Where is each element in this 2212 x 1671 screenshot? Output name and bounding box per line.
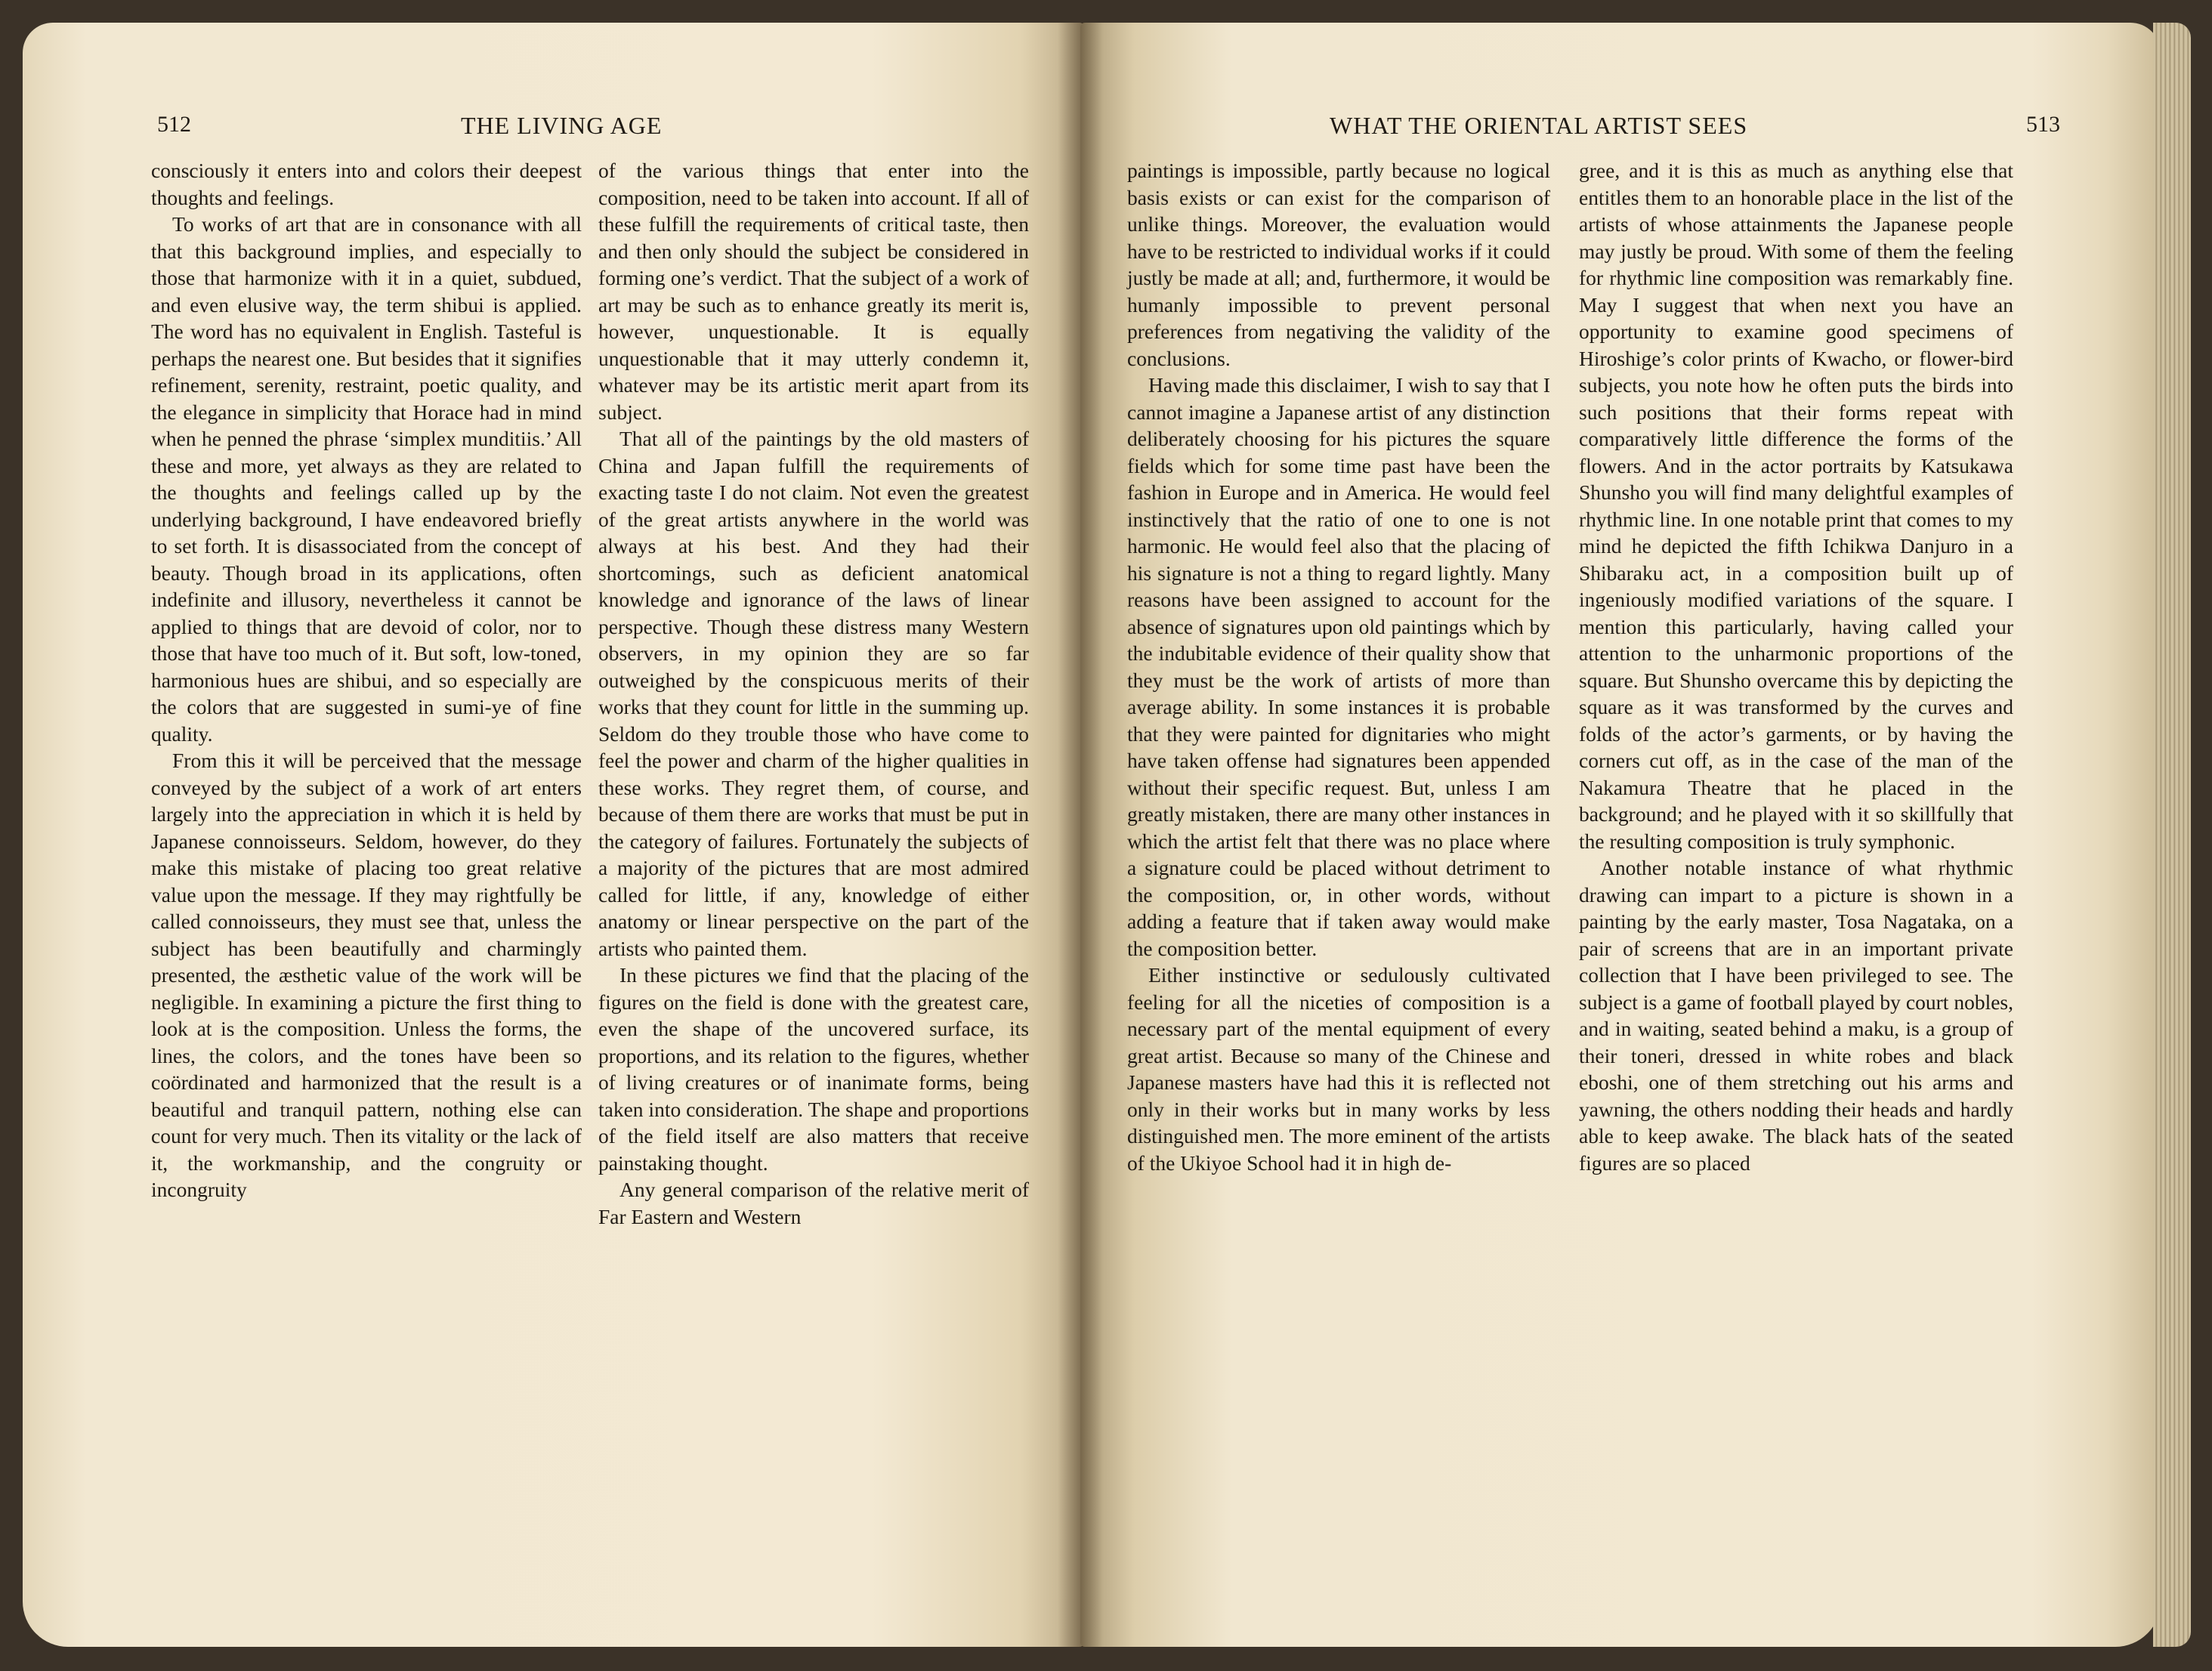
paragraph: consciously it enters into and colors their deepest thoughts and feelings. [151, 159, 582, 209]
page-number: 513 [2026, 112, 2060, 137]
paragraph: In these pictures we find that the placing of the figures on the field is done with the greatest care, even the shape of the uncovered surface, its proportions, and its relation to the figures, whether of living creatures or of inanimate forms, being taken into consideration. The shape and proportions of the field itself are also matters that receive painstaking thought. [598, 963, 1029, 1175]
paragraph: From this it will be perceived that the message conveyed by the subject of a work of art enters largely into the appreciation in which it is held by Japanese connoisseurs. Seldom, however, do they make this mistake of placing too great relative value upon the message. If they may rightfully be called connoisseurs, they must see that, unless the subject has been beautifully and charmingly presented, the æsthetic value of the work will be negligible. In examining a picture the first thing to look at is the composition. Unless the forms, the lines, the colors, and the tones have been so coördinated and harmonized that the result is a beautiful and tranquil pattern, nothing else can count for very much. Then its vitality or the lack of it, the workmanship, and the congruity or incongruity [151, 749, 582, 1201]
right-page [1080, 23, 2161, 1647]
text-column [1127, 157, 1550, 1176]
text-column [1579, 157, 2013, 1176]
paragraph: Another notable instance of what rhythmic drawing can impart to a picture is shown in a painting by the early master, Tosa Nagataka, on a pair of screens that are in an important private collection that I have been privileged to see. The subject is a game of football played by court nobles, and in waiting, seated behind a maku, is a group of their toneri, dressed in white robes and black eboshi, one of them stretching out his arms and yawning, the others nodding their heads and hardly able to keep awake. The black hats of the seated figures are so placed [1579, 856, 2013, 1175]
running-head: THE LIVING AGE [461, 112, 663, 139]
paragraph: That all of the paintings by the old masters of China and Japan fulfill the requirements of exacting taste I do not claim. Not even the greatest of the great artists anywhere in the world was always at his best. And they had their shortcomings, such as deficient anatomical knowledge and ignorance of the laws of linear perspective. Though these distress many Western observers, in my opinion they are so far outweighed by the conspicuous merits of their works that they count for little in the summing up. Seldom do they trouble those who have come to feel the power and charm of the higher qualities in these works. They regret them, of course, and because of them there are works that must be put in the category of failures. Fortunately the subjects of a majority of the pictures that are most admired called for little, if any, knowledge of either anatomy or linear perspective on the part of the artists who painted them. [598, 427, 1029, 960]
text-column [598, 157, 1029, 1230]
left-page [23, 23, 1084, 1647]
paragraph: Any general comparison of the relative merit of Far Eastern and Western [598, 1178, 1029, 1228]
book-gutter [1058, 23, 1103, 1647]
paragraph: Either instinctive or sedulously cultivated feeling for all the niceties of composition is a necessary part of the mental equipment of every great artist. Because so many of the Chinese and Japanese masters have had this it is reflected not only in their works but in many works by less distinguished men. The more eminent of the artists of the Ukiyoe School had it in high de- [1127, 963, 1550, 1175]
paragraph: paintings is impossible, partly because no logical basis exists or can exist for the comparison of unlike things. Moreover, the evaluation would have to be restricted to individual works if it could justly be made at all; and, furthermore, it would be humanly impossible to prevent personal preferences from negativing the validity of the conclusions. [1127, 159, 1550, 370]
paragraph: To works of art that are in consonance with all that this background implies, and especially to those that harmonize with it in a quiet, subdued, and even elusive way, the term shibui is applied. The word has no equivalent in English. Tasteful is perhaps the nearest one. But besides that it signifies refinement, serenity, restraint, poetic quality, and the elegance in simplicity that Horace had in mind when he penned the phrase ‘simplex munditiis.’ All these and more, yet always as they are related to the thoughts and feelings called up by the underlying background, I have endeavored briefly to set forth. It is disassociated from the concept of beauty. Though broad in its applications, often indefinite and illusory, nevertheless it cannot be applied to things that are devoid of color, nor to those that have too much of it. But soft, low-toned, harmonious hues are shibui, and so especially are the colors that are suggested in sumi-ye of fine quality. [151, 212, 582, 746]
running-head: WHAT THE ORIENTAL ARTIST SEES [1330, 112, 1748, 139]
page-edges [2153, 23, 2191, 1647]
paragraph: Having made this disclaimer, I wish to say that I cannot imagine a Japanese artist of any distinction deliberately choosing for his pictures the square fields which for some time past have been the fashion in Europe and in America. He would feel instinctively that the ratio of one to one is not harmonic. He would feel also that the placing of his signature is not a thing to regard lightly. Many reasons have been assigned to account for the absence of signatures upon old paintings which by the indubitable evidence of their quality show that they must be the work of artists of more than average ability. In some instances it is probable that they were painted for dignitaries who might have taken offense had signatures been appended without their specific request. But, unless I am greatly mistaken, there are many other instances in which the artist felt that there was no place where a signature could be placed without detriment to the composition, or, in other words, without adding a feature that if taken away would make the composition better. [1127, 373, 1550, 960]
page-number: 512 [157, 112, 191, 137]
text-column [151, 157, 582, 1203]
paragraph: gree, and it is this as much as anything else that entitles them to an honorable place in the list of the artists of whose attainments the Japanese people may justly be proud. With some of them the feeling for rhythmic line composition was remarkably fine. May I suggest that when next you have an opportunity to examine good specimens of Hiroshige’s color prints of Kwacho, or flower-bird subjects, you note how he often puts the birds into such positions that their forms repeat with comparatively little difference the forms of the flowers. And in the actor portraits by Katsukawa Shunsho you will find many delightful examples of rhythmic line. In one notable print that comes to my mind he depicted the fifth Ichikwa Danjuro in a Shibaraku act, in a composition built up of ingeniously modified variations of the square. I mention this particularly, having called your attention to the unharmonic proportions of the square. But Shunsho overcame this by depicting the square as it was transformed by the curves and folds of the actor’s garments, or by having the corners cut off, as in the case of the man of the Nakamura Theatre that he placed in the background; and he played with it so skillfully that the resulting composition is truly symphonic. [1579, 159, 2013, 853]
paragraph: of the various things that enter into the composition, need to be taken into account. If all of these fulfill the requirements of critical taste, then and then only should the subject be considered in forming one’s verdict. That the subject of a work of art may be such as to enhance greatly its merit is, however, unquestionable. It is equally unquestionable that it may utterly condemn it, whatever may be its artistic merit apart from its subject. [598, 159, 1029, 424]
